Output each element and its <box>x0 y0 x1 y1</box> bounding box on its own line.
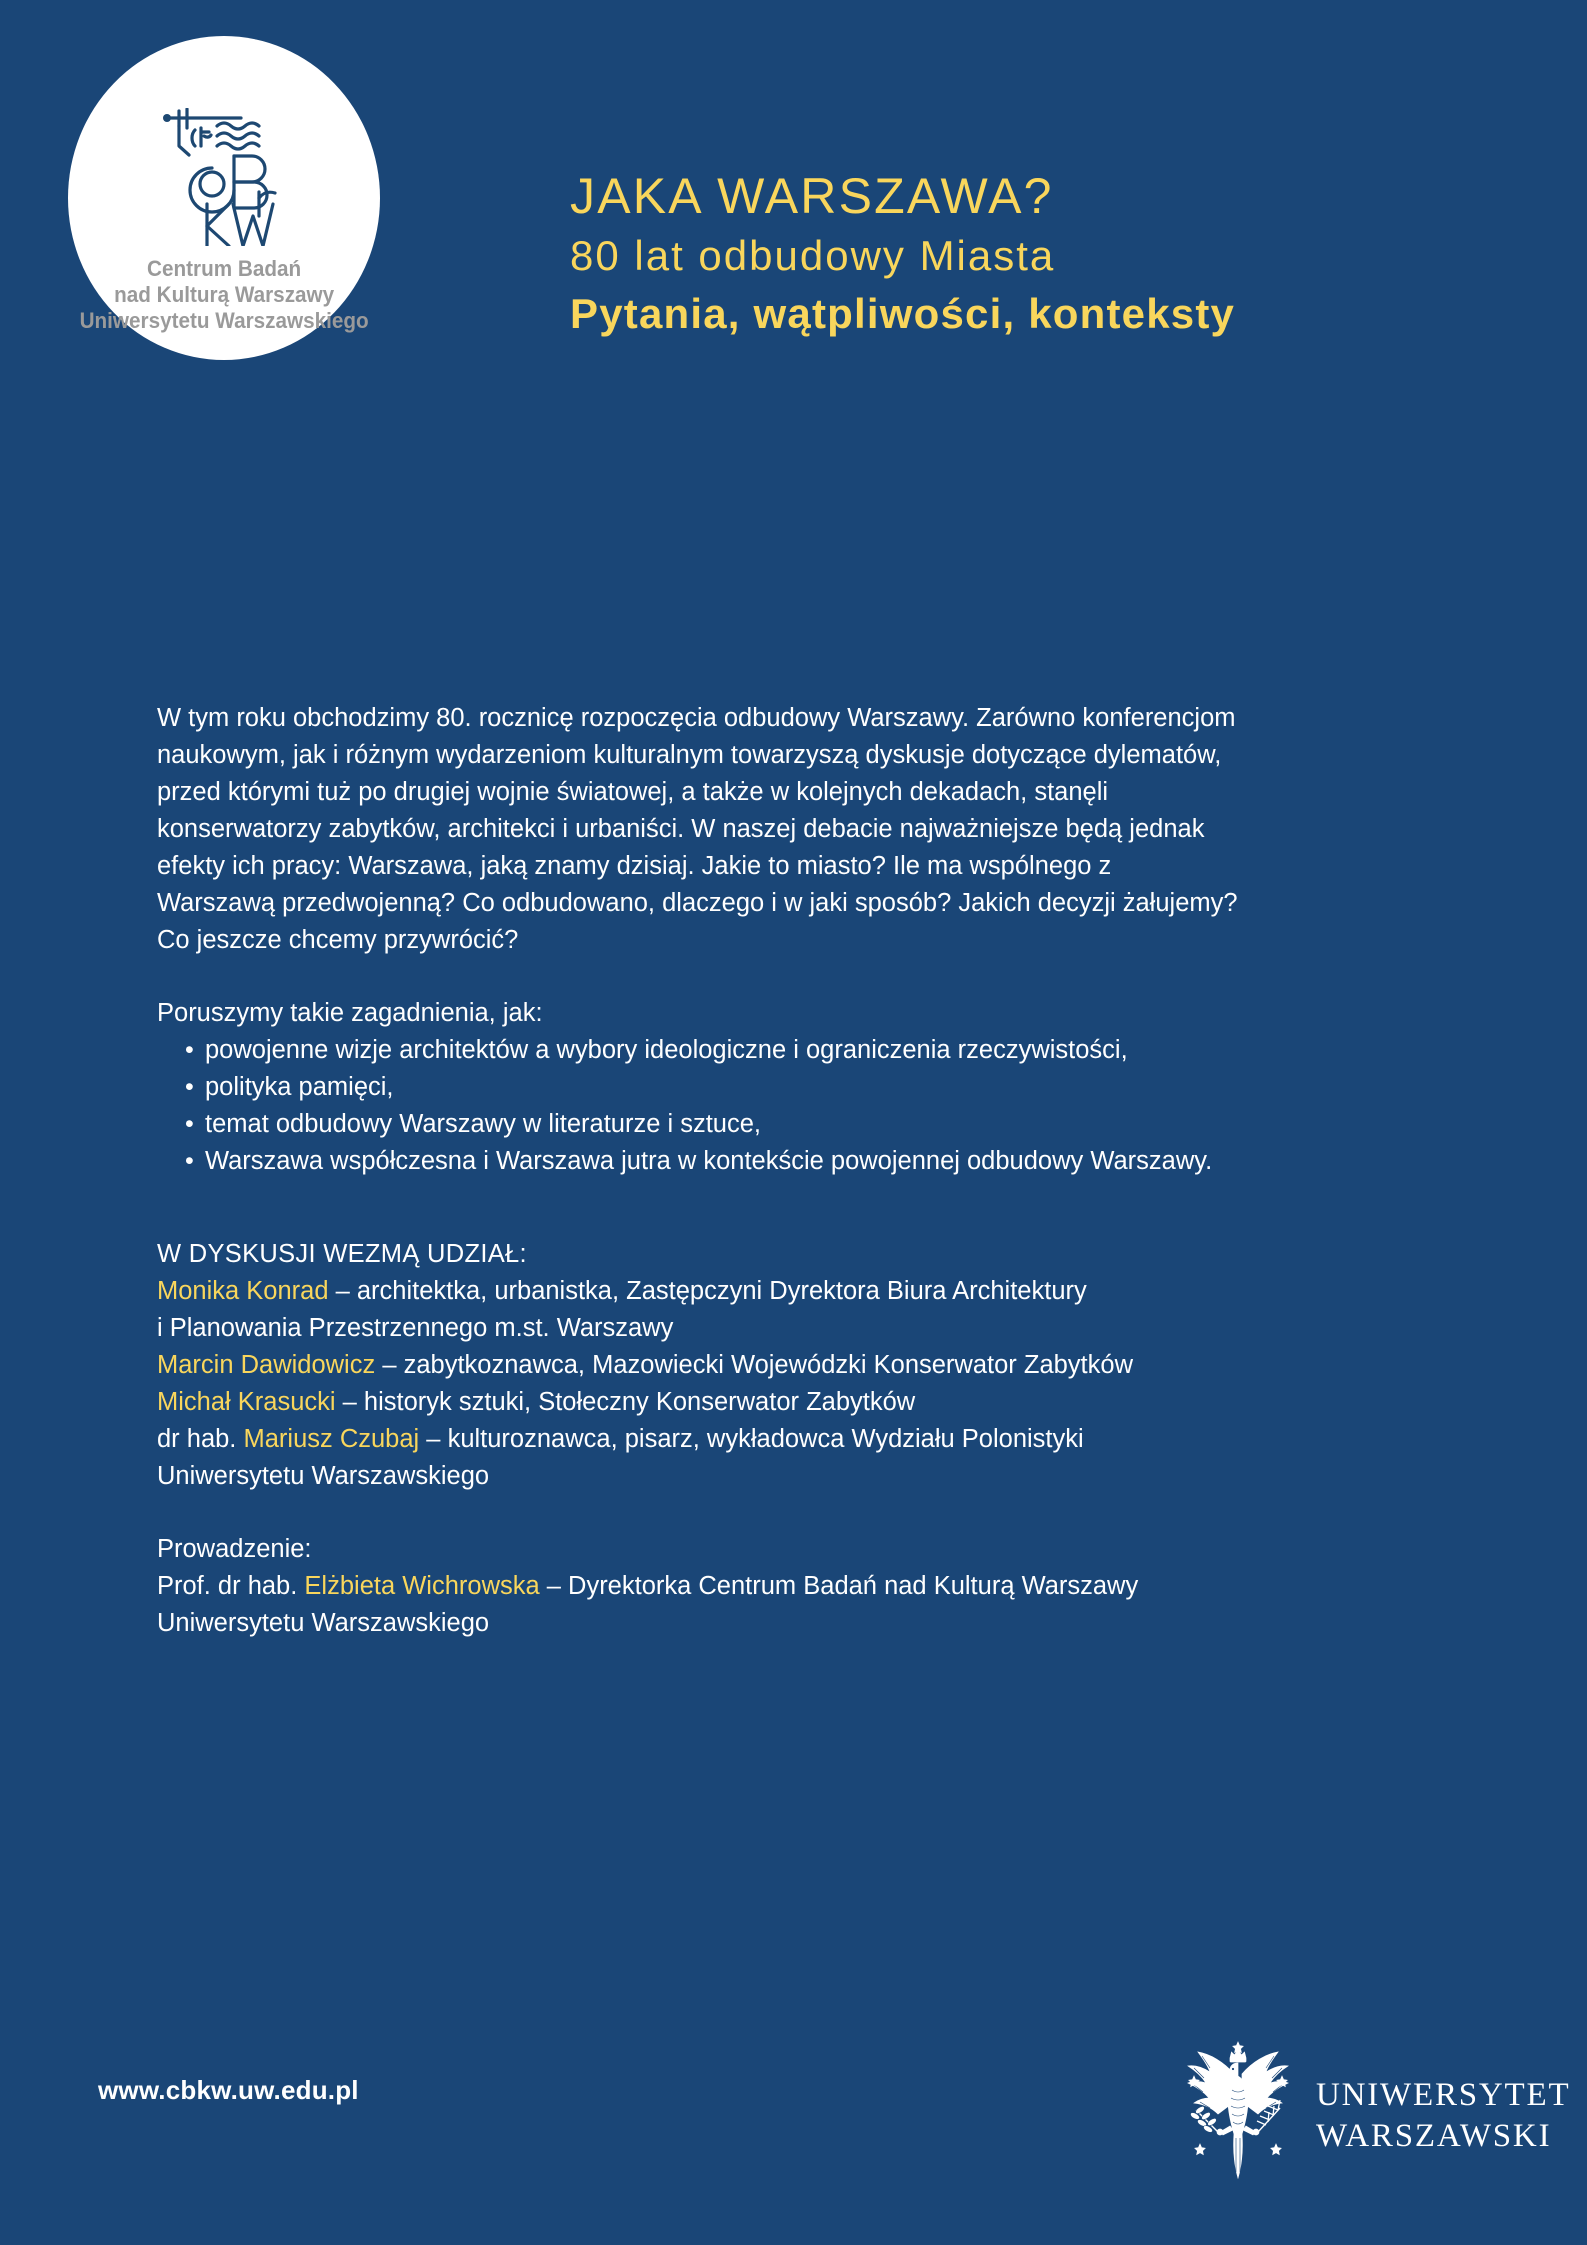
uw-wordmark-line-1: UNIWERSYTET <box>1316 2077 1571 2113</box>
person-name: Monika Konrad <box>157 1277 329 1305</box>
uw-eagle-emblem-icon <box>1178 2040 1298 2192</box>
logo-caption-line-1: Centrum Badań <box>146 256 302 281</box>
topic-item: • polityka pamięci, <box>157 1069 1447 1106</box>
intro-line: Warszawą przedwojenną? Co odbudowano, dlaczego i w jaki sposób? Jakich decyzji żałujemy? <box>157 889 1238 917</box>
panel-heading: W DYSKUSJI WEZMĄ UDZIAŁ: <box>157 1240 527 1268</box>
person-line <box>157 1347 1447 1384</box>
intro-line: naukowym, jak i różnym wydarzeniom kulturalnym towarzyszą dyskusje dotyczące dylematów, <box>157 741 1222 769</box>
person-role: – zabytkoznawca, Mazowiecki Wojewódzki Konserwator Zabytków <box>375 1351 1133 1379</box>
topics-heading: Poruszymy takie zagadnienia, jak: <box>157 999 543 1027</box>
person-role-continued: i Planowania Przestrzennego m.st. Warszawy <box>157 1314 674 1342</box>
intro-line: konserwatorzy zabytków, architekci i urbaniści. W naszej debacie najważniejsze będą jednak <box>157 815 1205 843</box>
host-heading: Prowadzenie: <box>157 1535 312 1563</box>
title-line-2: 80 lat odbudowy Miasta <box>570 232 1056 279</box>
cbkw-logo-badge <box>68 36 380 360</box>
panel-participants <box>157 1273 1447 1495</box>
person-line <box>157 1273 1447 1310</box>
person-prefix: dr hab. <box>157 1425 244 1453</box>
intro-paragraph <box>157 700 1447 959</box>
cbkw-logo-caption <box>79 256 368 334</box>
title-line-1: JAKA WARSZAWA? <box>570 168 1054 224</box>
intro-line: efekty ich pracy: Warszawa, jaką znamy dzisiaj. Jakie to miasto? Ile ma wspólnego z <box>157 852 1112 880</box>
intro-line: Co jeszcze chcemy przywrócić? <box>157 926 519 954</box>
person-line <box>157 1384 1447 1421</box>
poster-title <box>570 165 1235 343</box>
person-role-continued: Uniwersytetu Warszawskiego <box>157 1609 490 1637</box>
title-line-3: Pytania, wątpliwości, konteksty <box>570 290 1236 337</box>
intro-line: przed którymi tuż po drugiej wojnie światowej, a także w kolejnych dekadach, stanęli <box>157 778 1109 806</box>
topic-item: • Warszawa współczesna i Warszawa jutra w kontekście powojennej odbudowy Warszawy. <box>157 1143 1447 1180</box>
uw-wordmark-line-2: WARSZAWSKI <box>1316 2118 1552 2154</box>
person-role-continued: Uniwersytetu Warszawskiego <box>157 1462 490 1490</box>
panel-section <box>157 1236 1447 1495</box>
topic-item: • powojenne wizje architektów a wybory ideologiczne i ograniczenia rzeczywistości, <box>157 1032 1447 1069</box>
person-name: Marcin Dawidowicz <box>157 1351 376 1379</box>
topics-list <box>157 1032 1447 1180</box>
website-url[interactable]: www.cbkw.uw.edu.pl <box>98 2075 359 2105</box>
person-line <box>157 1421 1447 1458</box>
person-line <box>157 1568 1447 1605</box>
host-section <box>157 1531 1447 1642</box>
uw-wordmark <box>1316 2075 1570 2157</box>
cbkw-mermaid-monogram-icon <box>149 108 299 246</box>
person-name: Mariusz Czubaj <box>243 1425 420 1453</box>
uw-logo <box>1178 2040 1570 2192</box>
person-name: Elżbieta Wichrowska <box>304 1572 540 1600</box>
topic-item: • temat odbudowy Warszawy w literaturze i sztuce, <box>157 1106 1447 1143</box>
person-name: Michał Krasucki <box>157 1388 336 1416</box>
intro-line: W tym roku obchodzimy 80. rocznicę rozpoczęcia odbudowy Warszawy. Zarówno konferencjom <box>157 704 1236 732</box>
person-role: – Dyrektorka Centrum Badań nad Kulturą Warszawy <box>539 1572 1139 1600</box>
person-role: – historyk sztuki, Stołeczny Konserwator Zabytków <box>335 1388 916 1416</box>
logo-caption-line-3: Uniwersytetu Warszawskiego <box>79 308 369 333</box>
person-prefix: Prof. dr hab. <box>157 1572 305 1600</box>
host-person <box>157 1568 1447 1642</box>
person-role: – architektka, urbanistka, Zastępczyni Dyrektora Biura Architektury <box>328 1277 1087 1305</box>
poster-body <box>157 700 1447 1642</box>
logo-caption-line-2: nad Kulturą Warszawy <box>113 282 335 307</box>
person-role: – kulturoznawca, pisarz, wykładowca Wydziału Polonistyki <box>419 1425 1084 1453</box>
